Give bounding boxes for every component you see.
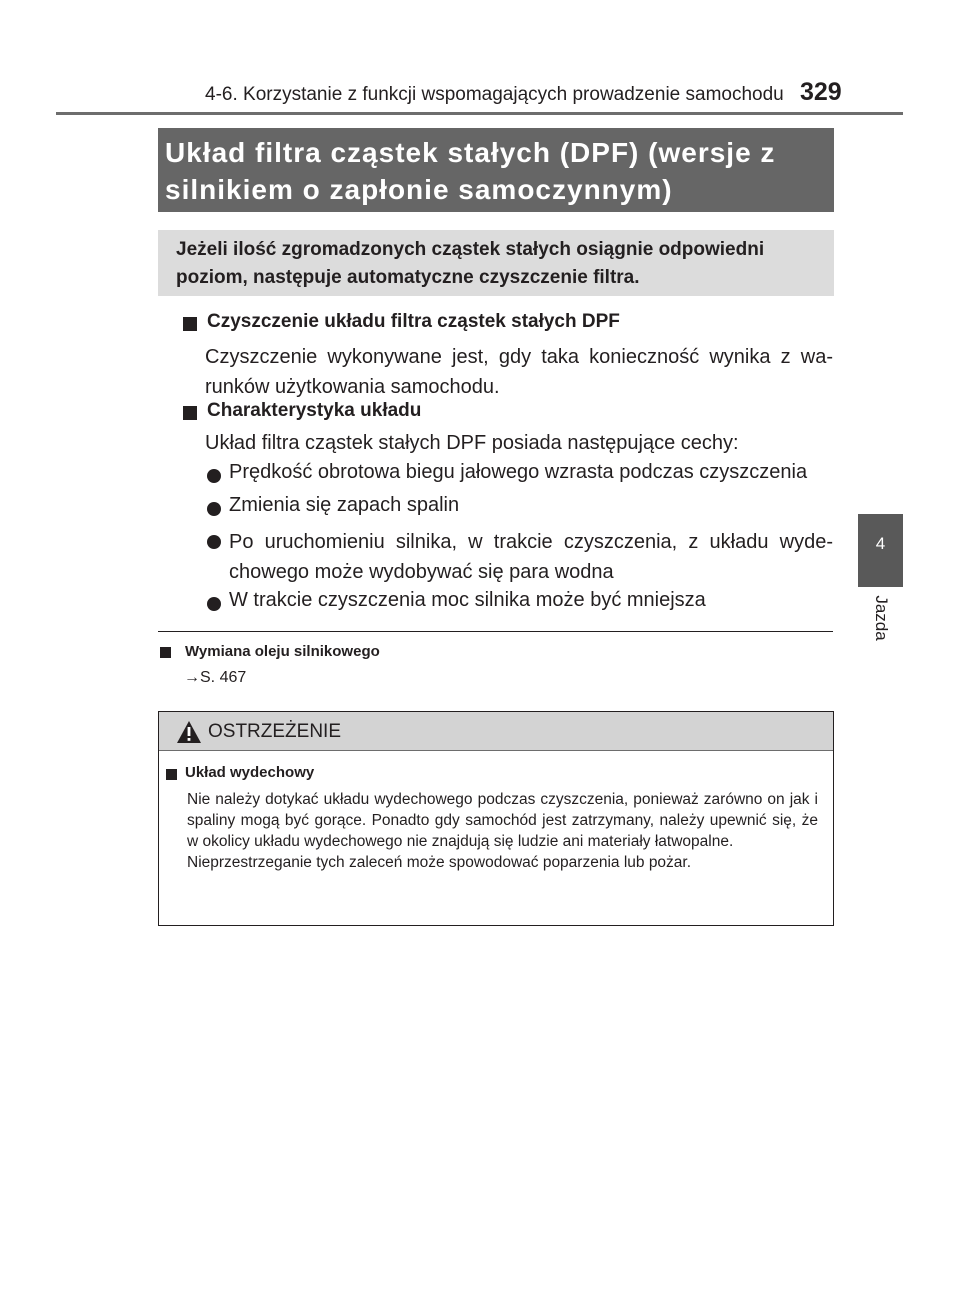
running-head: 4-6. Korzystanie z funkcji wspomagających prowadzenie samochodu: [205, 84, 784, 105]
oil-heading: Wymiana oleju silnikowego: [185, 643, 380, 660]
feature-item: W trakcie czyszczenia moc silnika może być mniejsza: [229, 589, 706, 611]
features-heading: Charakterystyka układu: [207, 400, 422, 421]
square-bullet-icon: [160, 647, 171, 658]
square-bullet-icon: [166, 769, 177, 780]
section-title: Układ filtra cząstek stałych (DPF) (wersje z silnikiem o zapłonie samoczynnym): [165, 137, 776, 205]
round-bullet-icon: [207, 597, 221, 611]
feature-item: Zmienia się zapach spalin: [229, 494, 460, 516]
warning-body-text: Nie należy dotykać układu wydechowego podczas czyszczenia, ponieważ zarówno on jak i spaliny mogą być gorące. Ponadto gdy samochód jest zatrzymany, należy upewnić się, że w okolicy układu wydechowego nie znajdują się ludzie ani materiały łatwopalne.: [187, 791, 818, 850]
cleaning-text: Czyszczenie wykonywane jest, gdy taka konieczność wynika z wa-runków użytkowania samochodu.: [205, 346, 833, 398]
page-reference: →S. 467: [184, 669, 247, 686]
warning-heading: Układ wydechowy: [185, 764, 315, 781]
square-bullet-icon: [183, 406, 197, 420]
square-bullet-icon: [183, 317, 197, 331]
cleaning-heading: Czyszczenie układu filtra cząstek stałych DPF: [207, 311, 620, 332]
summary-text: Jeżeli ilość zgromadzonych cząstek stałych osiągnie odpowiedni poziom, następuje automatyczne czyszczenie filtra.: [176, 239, 765, 288]
warning-body-last: Nieprzestrzeganie tych zaleceń może spowodować poparzenia lub pożar.: [187, 854, 692, 871]
chapter-label-text: Jazda: [871, 595, 891, 641]
header-rule: [56, 112, 903, 115]
features-intro: Układ filtra cząstek stałych DPF posiada następujące cechy:: [205, 432, 739, 454]
feature-item: Po uruchomieniu silnika, w trakcie czyszczenia, z układu wyde-chowego może wydobywać się para wodna: [229, 531, 833, 583]
round-bullet-icon: [207, 502, 221, 516]
warning-title: OSTRZEŻENIE: [208, 721, 342, 742]
page-number: 329: [800, 78, 842, 106]
warning-triangle-icon: [176, 720, 202, 744]
round-bullet-icon: [207, 469, 221, 483]
feature-item: Prędkość obrotowa biegu jałowego wzrasta podczas czyszczenia: [229, 461, 808, 483]
chapter-number: 4: [875, 534, 886, 553]
warning-body: [187, 789, 818, 873]
round-bullet-icon: [207, 535, 221, 549]
chapter-label: [858, 588, 903, 648]
section-divider: [158, 631, 833, 632]
